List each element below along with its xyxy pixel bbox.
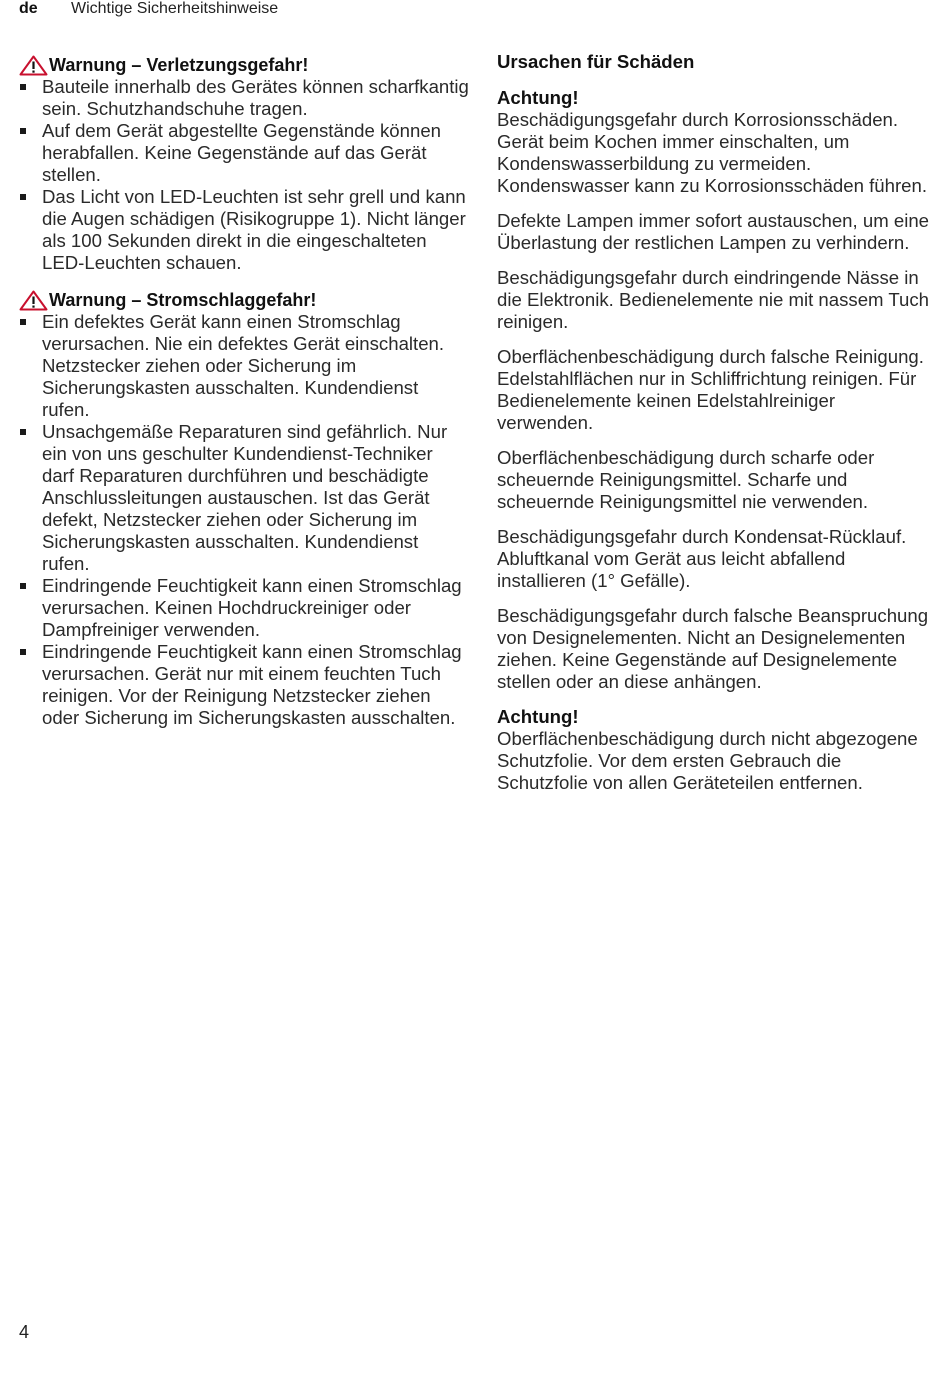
bullet-square-icon: [20, 319, 26, 325]
list-item: Das Licht von LED-Leuchten ist sehr grell und kann die Augen schädigen (Risikogruppe 1). Nicht länger als 100 Sekunden direkt in die eingeschalteten LED-Leuchten schauen.: [19, 186, 469, 274]
attention-heading: Achtung!: [497, 706, 579, 727]
list-item: Unsachgemäße Reparaturen sind gefährlich. Nur ein von uns geschulter Kundendienst-Techniker darf Reparaturen durchführen und beschädigte Anschlussleitungen austauschen. Ist das Gerät defekt, Netzstecker ziehen oder Sicherung im Sicherungskasten ausschalten. Kundendienst rufen.: [19, 421, 469, 575]
warning-triangle-icon: [19, 55, 48, 76]
warning-injury-title: Warnung – Verletzungsgefahr!: [49, 55, 309, 75]
list-item: Eindringende Feuchtigkeit kann einen Stromschlag verursachen. Keinen Hochdruckreiniger oder Dampfreiniger verwenden.: [19, 575, 469, 641]
warning-triangle-icon: [19, 290, 48, 311]
damage-causes-title: Ursachen für Schäden: [497, 51, 695, 72]
paragraph: Beschädigungsgefahr durch falsche Beanspruchung von Designelementen. Nicht an Designelementen ziehen. Keine Gegenstände auf Designelemente stellen oder an diese anhängen.: [497, 605, 929, 692]
list-item: Eindringende Feuchtigkeit kann einen Stromschlag verursachen. Gerät nur mit einem feuchten Tuch reinigen. Vor der Reinigung Netzstecker ziehen oder Sicherung im Sicherungskasten ausschalten.: [19, 641, 469, 729]
paragraph: Oberflächenbeschädigung durch falsche Reinigung. Edelstahlflächen nur in Schliffrichtung reinigen. Für Bedienelemente keinen Edelstahlreiniger verwenden.: [497, 346, 924, 433]
bullet-square-icon: [20, 84, 26, 90]
warning-injury-heading: [19, 54, 469, 76]
section-title: Wichtige Sicherheitshinweise: [71, 0, 279, 17]
paragraph: Beschädigungsgefahr durch Kondensat-Rücklauf. Abluftkanal vom Gerät aus leicht abfallend installieren (1° Gefälle).: [497, 526, 907, 591]
warning-shock-list: [19, 311, 469, 729]
warning-shock-heading: [19, 289, 469, 311]
bullet-square-icon: [20, 649, 26, 655]
list-item: Bauteile innerhalb des Gerätes können scharfkantig sein. Schutzhandschuhe tragen.: [19, 76, 469, 120]
language-tag: de: [19, 0, 38, 17]
attention-heading: Achtung!: [497, 87, 579, 108]
warning-shock-title: Warnung – Stromschlaggefahr!: [49, 290, 317, 310]
bullet-square-icon: [20, 194, 26, 200]
bullet-square-icon: [20, 429, 26, 435]
paragraph: Beschädigungsgefahr durch Korrosionsschäden. Gerät beim Kochen immer einschalten, um Kondenswasserbildung zu vermeiden. Kondenswasser kann zu Korrosionsschäden führen.: [497, 109, 927, 196]
paragraph: Oberflächenbeschädigung durch scharfe oder scheuernde Reinigungsmittel. Scharfe und scheuernde Reinigungsmittel nie verwenden.: [497, 447, 875, 512]
list-item: Ein defektes Gerät kann einen Stromschlag verursachen. Nie ein defektes Gerät einschalten. Netzstecker ziehen oder Sicherung im Sicherungskasten ausschalten. Kundendienst rufen.: [19, 311, 469, 421]
left-column: [19, 49, 469, 729]
page-number: 4: [19, 1322, 30, 1342]
paragraph: Defekte Lampen immer sofort austauschen, um eine Überlastung der restlichen Lampen zu verhindern.: [497, 210, 930, 253]
list-item: Auf dem Gerät abgestellte Gegenstände können herabfallen. Keine Gegenstände auf das Gerät stellen.: [19, 120, 469, 186]
paragraph: Oberflächenbeschädigung durch nicht abgezogene Schutzfolie. Vor dem ersten Gebrauch die Schutzfolie von allen Geräteteilen entfernen.: [497, 728, 918, 793]
right-column: [497, 49, 932, 794]
bullet-square-icon: [20, 128, 26, 134]
paragraph: Beschädigungsgefahr durch eindringende Nässe in die Elektronik. Bedienelemente nie mit nassem Tuch reinigen.: [497, 267, 930, 332]
bullet-square-icon: [20, 583, 26, 589]
warning-injury-list: [19, 76, 469, 274]
page-header: [0, 0, 950, 20]
